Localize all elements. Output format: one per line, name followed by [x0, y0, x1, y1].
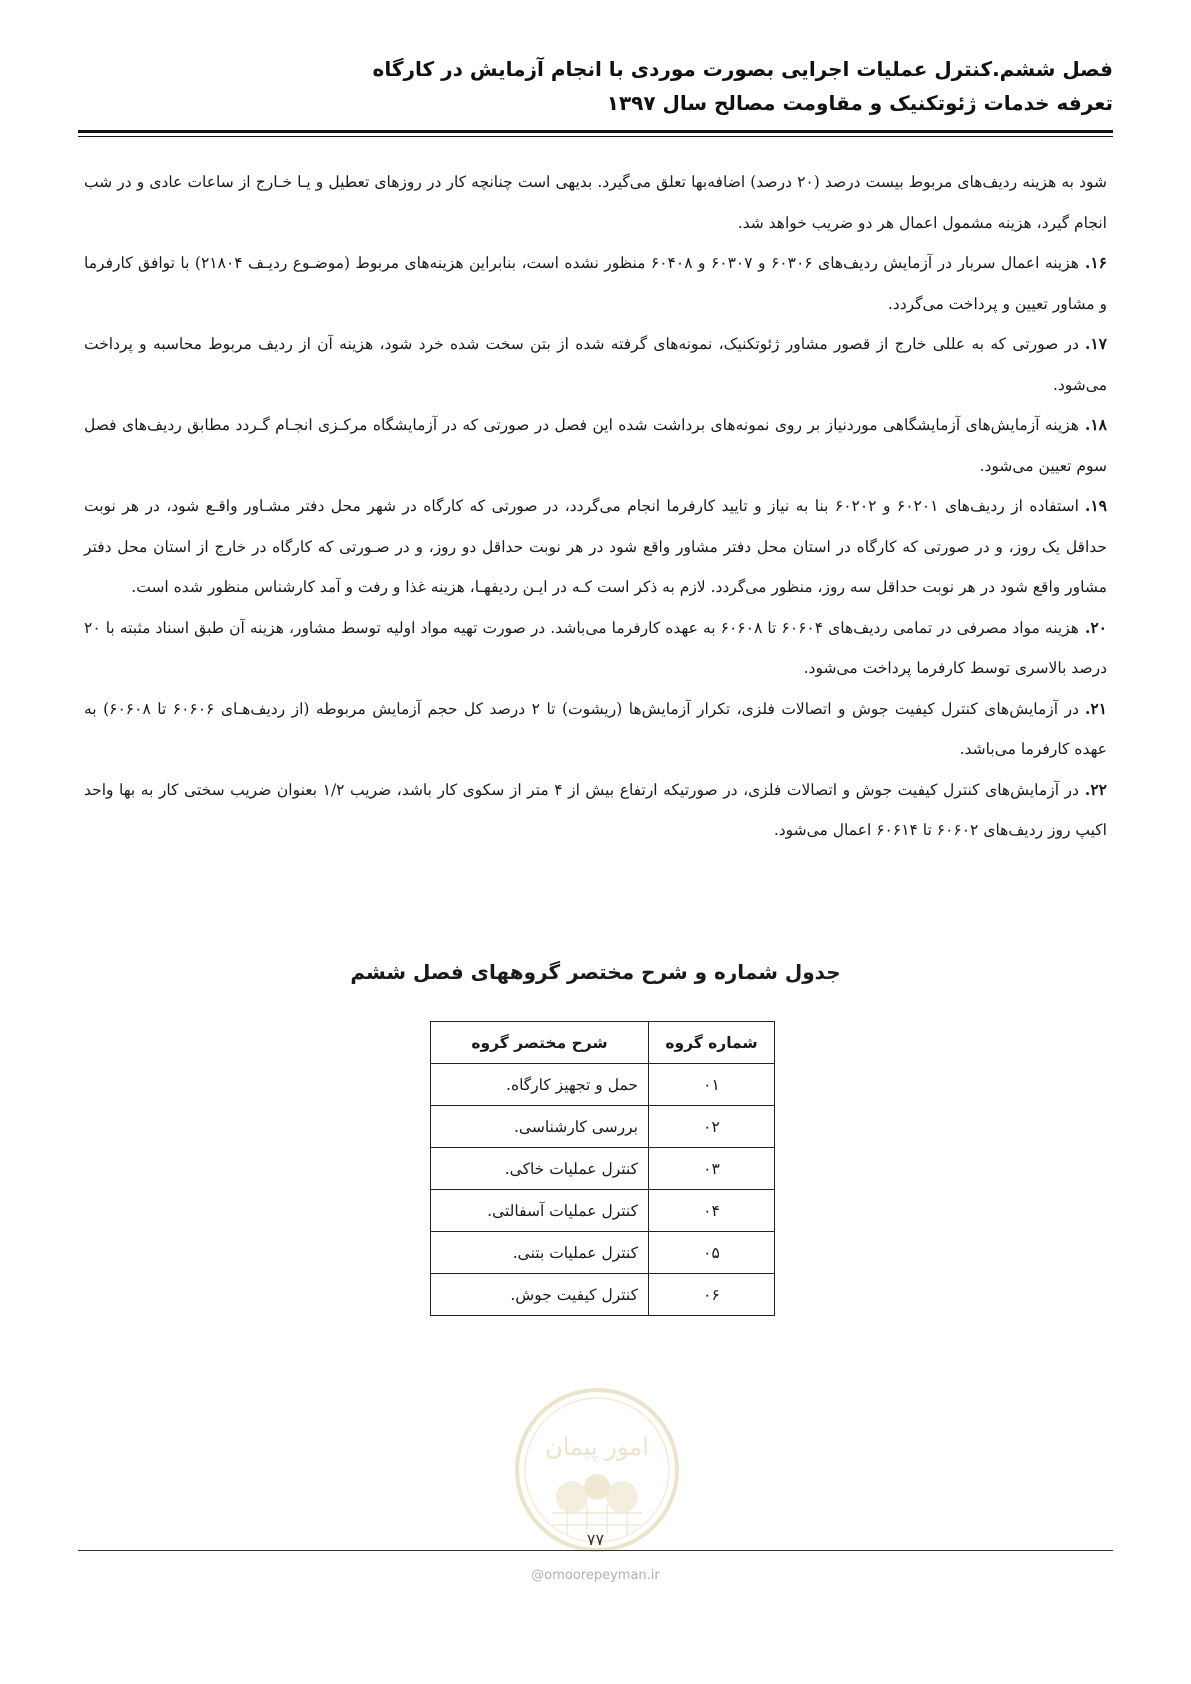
paragraph-number: ۱۷.	[1084, 334, 1107, 353]
table-row	[431, 1148, 775, 1190]
group-code: ۰۱	[649, 1064, 775, 1106]
table-row	[431, 1064, 775, 1106]
paragraph-text: در آزمایش‌های کنترل کیفیت جوش و اتصالات فلزی، تکرار آزمایش‌ها (ریشوت) تا ۲ درصد کل حجم آزمایش مربوطه (از ردیف‌هـای ۶۰۶۰۶ تا ۶۰۶۰۸) به عهده کارفرما می‌باشد.	[84, 699, 1107, 758]
paragraph-text: هزینه اعمال سربار در آزمایش ردیف‌های ۶۰۳۰۶ و ۶۰۳۰۷ و ۶۰۴۰۸ منظور نشده است، بنابراین هزینه‌های مربوط (موضـوع ردیـف ۲۱۸۰۴) با توافق کارفرما و مشاور تعیین و پرداخت می‌گردد.	[84, 254, 1107, 313]
table-row	[431, 1190, 775, 1232]
group-code: ۰۶	[649, 1274, 775, 1316]
paragraph-19	[84, 486, 1107, 608]
group-description: کنترل عملیات خاکی.	[431, 1148, 649, 1190]
groups-table	[430, 1021, 775, 1316]
chapter-title: فصل ششم.کنترل عملیات اجرایی بصورت موردی با انجام آزمایش در کارگاه	[372, 57, 1113, 81]
paragraph-text: هزینه مواد مصرفی در تمامی ردیف‌های ۶۰۶۰۴ تا ۶۰۶۰۸ به عهده کارفرما می‌باشد. در صورت تهیه مواد اولیه توسط مشاور، هزینه آن طبق اسناد مثبته با ۲۰ درصد بالاسری توسط کارفرما پرداخت می‌شود.	[84, 618, 1107, 677]
paragraph-20	[84, 608, 1107, 689]
group-code: ۰۵	[649, 1232, 775, 1274]
table-header-row	[431, 1022, 775, 1064]
header-rule-thick	[78, 130, 1113, 133]
paragraph-number: ۱۸.	[1084, 415, 1107, 434]
group-code: ۰۴	[649, 1190, 775, 1232]
group-code: ۰۳	[649, 1148, 775, 1190]
paragraph-number: ۲۲.	[1084, 779, 1107, 799]
paragraph-number: ۲۱.	[1084, 698, 1108, 718]
paragraph-number: ۱۹.	[1084, 496, 1108, 515]
paragraph-text: هزینه آزمایش‌های آزمایشگاهی موردنیاز بر روی نمونه‌های برداشت شده این فصل در صورتی که در آزمایشگاه مرکـزی انجـام گـردد مطابق ردیف‌های فصل سوم تعیین می‌شود.	[84, 416, 1107, 475]
paragraph-text: در آزمایش‌های کنترل کیفیت جوش و اتصالات فلزی، در صورتیکه ارتفاع بیش از ۴ متر از سکوی کار باشد، ضریب ۱/۲ بعنوان ضریب سختی کار به بها واحد اکیپ روز ردیف‌های ۶۰۶۰۲ تا ۶۰۶۱۴ اعمال می‌شود.	[84, 780, 1107, 839]
group-description: کنترل عملیات بتنی.	[431, 1232, 649, 1274]
group-description: کنترل کیفیت جوش.	[431, 1274, 649, 1316]
table-row	[431, 1106, 775, 1148]
body-text	[84, 162, 1107, 851]
footer-rule	[78, 1550, 1113, 1551]
paragraph-number: ۱۶.	[1084, 253, 1107, 272]
site-watermark: @omoorepeyman.ir	[531, 1568, 660, 1583]
paragraph-number: ۲۰.	[1084, 617, 1107, 637]
paragraph-22	[84, 770, 1107, 851]
header-group-description: شرح مختصر گروه	[431, 1022, 649, 1064]
page-header	[78, 52, 1113, 120]
paragraph-text: استفاده از ردیف‌های ۶۰۲۰۱ و ۶۰۲۰۲ بنا به نیاز و تایید کارفرما انجام می‌گردد، در صورتی که کارگاه در شهر محل دفتر مشـاور واقـع شود، در هر نوبت حداقل یک روز، و در صورتی که کارگاه در استان محل دفتر مشاور واقع شود در هر نوبت حداقل دو روز، و در صـورتی که کارگاه در خارج از استان محل دفتر مشاور واقع شود در هر نوبت حداقل سه روز، منظور می‌گردد. لازم به ذکر است کـه در ایـن ردیفهـا، هزینه غذا و رفت و آمد کارشناس منظور شده است.	[84, 497, 1107, 596]
paragraph-text: در صورتی که به عللی خارج از قصور مشاور ژئوتکنیک، نمونه‌های گرفته شده از بتن سخت شده خرد شود، هزینه آن از ردیف مربوط محاسبه و پرداخت می‌شود.	[84, 335, 1107, 394]
group-code: ۰۲	[649, 1106, 775, 1148]
watermark-text: امور پیمان	[545, 1433, 649, 1461]
paragraph-17	[84, 324, 1107, 405]
group-description: حمل و تجهیز کارگاه.	[431, 1064, 649, 1106]
page-number: ۷۷	[586, 1530, 605, 1549]
table-row	[431, 1232, 775, 1274]
paragraph-18	[84, 405, 1107, 486]
group-description: بررسی کارشناسی.	[431, 1106, 649, 1148]
paragraph-21	[84, 689, 1107, 770]
paragraph-16	[84, 243, 1107, 324]
header-rule-thin	[78, 136, 1113, 137]
table-row	[431, 1274, 775, 1316]
table-title: جدول شماره و شرح مختصر گروههای فصل ششم	[350, 960, 841, 984]
header-group-number: شماره گروه	[649, 1022, 775, 1064]
tariff-title: تعرفه خدمات ژئوتکنیک و مقاومت مصالح سال ۱۳۹۷	[606, 91, 1113, 115]
continuation-paragraph: شود به هزینه ردیف‌های مربوط بیست درصد (۲۰ درصد) اضافه‌بها تعلق می‌گیرد. بدیهی است چنانچه کار در روزهای تعطیل و یـا خـارج از ساعات عادی و در شب انجام گیرد، هزینه مشمول اعمال هر دو ضریب خواهد شد.	[84, 173, 1107, 232]
group-description: کنترل عملیات آسفالتی.	[431, 1190, 649, 1232]
